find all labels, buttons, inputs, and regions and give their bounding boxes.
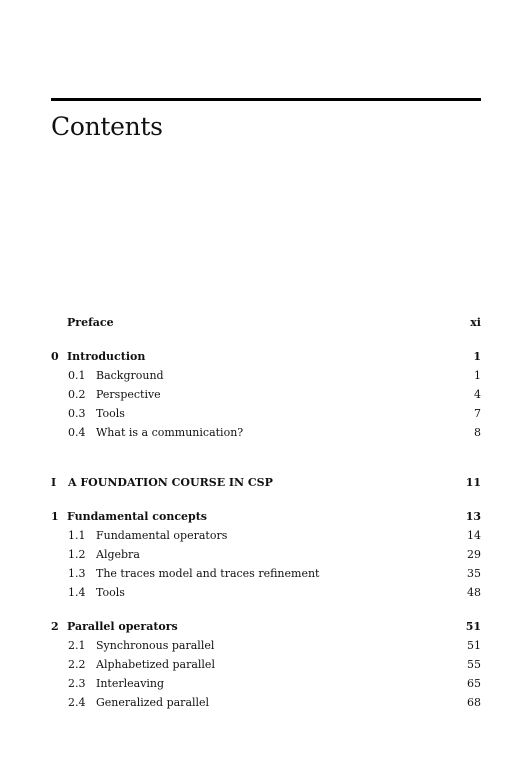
toc-entry-number: 2.2 [68,658,86,671]
toc-entry-label: Tools [96,407,125,420]
toc-entry-page: 7 [474,407,481,420]
toc-chapter-1[interactable] [51,509,481,525]
toc-entry-label: Interleaving [96,677,165,690]
toc-entry-page: 13 [465,510,481,523]
toc-entry-number: 1.4 [68,586,86,599]
toc-entry-label: The traces model and traces refinement [96,567,320,580]
toc-entry-label: What is a communication? [96,426,244,439]
page-title: Contents [51,112,163,141]
toc-entry-label: Tools [96,586,125,599]
toc-entry-number: 0.1 [68,369,86,382]
toc-entry-page: 55 [467,658,481,671]
toc-entry-label: Parallel operators [67,620,178,633]
toc-entry-number: 0.3 [68,407,86,420]
toc-entry-number: 2.1 [68,639,86,652]
toc-entry-number: 0.4 [68,426,86,439]
toc-entry-page: 8 [474,426,481,439]
toc-entry-label: Alphabetized parallel [96,658,215,671]
toc-entry-page: 14 [467,529,481,542]
toc-entry-label: Synchronous parallel [96,639,215,652]
toc-entry-page: 65 [467,677,481,690]
toc-entry-number: 1.3 [68,567,86,580]
toc-section-1-1[interactable] [51,528,481,544]
toc-entry-number: 1.2 [68,548,86,561]
toc-part-1[interactable] [51,475,481,491]
toc-entry-page: 68 [467,696,481,709]
toc-section-0-4[interactable] [51,425,481,441]
toc-section-0-1[interactable] [51,368,481,384]
toc-entry-page: xi [470,316,481,329]
toc-entry-number: 2.4 [68,696,86,709]
toc-entry-page: 51 [465,620,481,633]
toc-entry-label: Fundamental concepts [67,510,207,523]
toc-entry-label: Algebra [96,548,140,561]
toc-entry-number: 2.3 [68,677,86,690]
toc-entry-label: Introduction [67,350,146,363]
toc-entry-label: A FOUNDATION COURSE IN CSP [68,476,273,489]
toc-entry-page: 51 [467,639,481,652]
toc-section-1-4[interactable] [51,585,481,601]
toc-section-0-3[interactable] [51,406,481,422]
header-rule [51,98,481,101]
toc-chapter-0[interactable] [51,349,481,365]
toc-section-1-3[interactable] [51,566,481,582]
toc-entry-number: 0 [51,350,59,363]
toc-entry-number: I [51,476,57,489]
toc-entry-number: 1.1 [68,529,86,542]
toc-entry-page: 29 [467,548,481,561]
toc-section-2-2[interactable] [51,657,481,673]
toc-entry-preface[interactable] [51,315,481,331]
toc-entry-label: Preface [67,316,114,329]
toc-chapter-2[interactable] [51,619,481,635]
toc-entry-label: Generalized parallel [96,696,210,709]
toc-section-1-2[interactable] [51,547,481,563]
toc-entry-number: 0.2 [68,388,86,401]
toc-entry-page: 1 [473,350,481,363]
toc-entry-label: Perspective [96,388,161,401]
toc-section-2-3[interactable] [51,676,481,692]
toc-entry-page: 35 [467,567,481,580]
toc-entry-number: 1 [51,510,59,523]
toc-entry-label: Fundamental operators [96,529,228,542]
toc-entry-page: 4 [474,388,481,401]
toc-entry-page: 48 [467,586,481,599]
toc-entry-page: 1 [474,369,481,382]
toc-entry-number: 2 [51,620,59,633]
toc-section-2-4[interactable] [51,695,481,711]
toc-entry-page: 11 [465,476,481,489]
toc-entry-label: Background [96,369,164,382]
toc-section-2-1[interactable] [51,638,481,654]
toc-section-0-2[interactable] [51,387,481,403]
